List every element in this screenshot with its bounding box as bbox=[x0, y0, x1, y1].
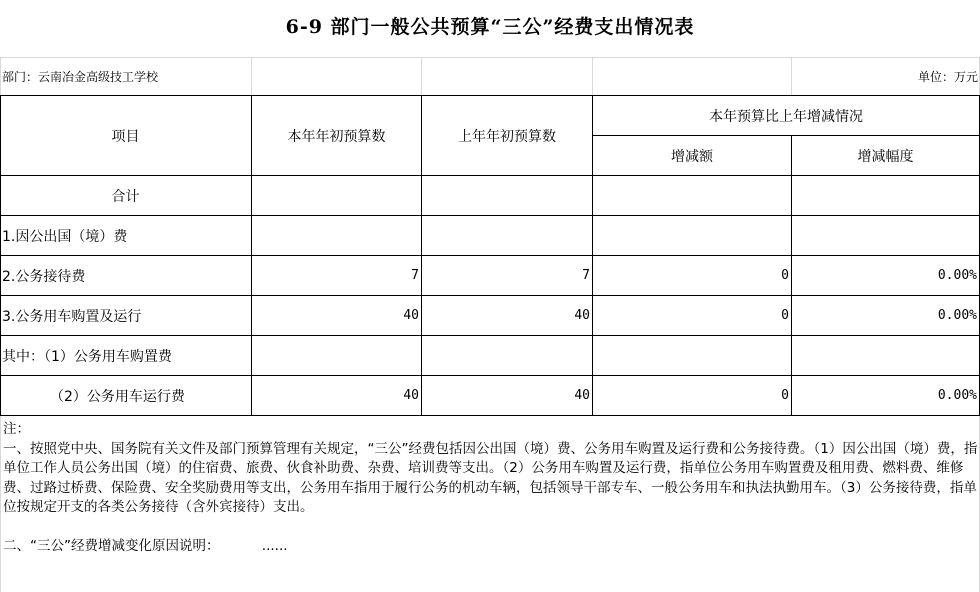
notes-section bbox=[3, 420, 978, 556]
row-vehicle-purchase-rate bbox=[792, 336, 979, 375]
row-overseas-previous bbox=[422, 216, 592, 255]
row-vehicle-purchase-current bbox=[252, 336, 421, 375]
gridline bbox=[421, 57, 422, 95]
table-border bbox=[0, 415, 980, 416]
gridline bbox=[0, 415, 1, 592]
row-overseas-current bbox=[252, 216, 421, 255]
row-reception-current: 7 bbox=[411, 268, 419, 283]
row-vehicle-operation-previous: 40 bbox=[574, 388, 590, 403]
row-reception-change: 0 bbox=[781, 268, 789, 283]
header-current-budget: 本年年初预算数 bbox=[287, 128, 386, 145]
row-vehicle-purchase-change bbox=[593, 336, 791, 375]
row-total-rate bbox=[792, 176, 979, 215]
row-total-previous bbox=[422, 176, 592, 215]
row-overseas-rate bbox=[792, 216, 979, 255]
header-item: 项目 bbox=[111, 128, 140, 145]
notes-paragraph-2-label: 二、“三公”经费增减变化原因说明： bbox=[3, 537, 220, 554]
row-vehicle-operation-label: （2）公务用车运行费 bbox=[50, 388, 185, 405]
row-vehicle-rate: 0.00% bbox=[937, 308, 977, 323]
row-reception-rate: 0.00% bbox=[937, 268, 977, 283]
row-total-current bbox=[252, 176, 421, 215]
row-vehicle-previous: 40 bbox=[574, 308, 590, 323]
row-vehicle-change: 0 bbox=[781, 308, 789, 323]
row-total-change bbox=[593, 176, 791, 215]
gridline bbox=[0, 57, 980, 58]
unit-label: 单位：万元 bbox=[917, 69, 978, 84]
row-vehicle-label: 3.公务用车购置及运行 bbox=[2, 308, 142, 325]
row-overseas-change bbox=[593, 216, 791, 255]
row-vehicle-operation-current: 40 bbox=[403, 388, 419, 403]
header-previous-budget: 上年年初预算数 bbox=[458, 128, 556, 145]
notes-paragraph-2 bbox=[3, 537, 978, 557]
notes-paragraph-1: 一、按照党中央、国务院有关文件及部门预算管理有关规定，“三公”经费包括因公出国（境）费、公务用车购置及运行费和公务接待费。（1）因公出国（境）费，指单位工作人员公务出国（境）的住宿费、旅费、伙食补助费、杂费、培训费等支出。（2）公务用车购置及运行费，指单位公务用车购置费及租用费、燃料费、维修费、过路过桥费、保险费、安全奖励费用等支出，公务用车指用于履行公务的机动车辆，包括领导干部专车、一般公务用车和执法执勤用车。（3）公务接待费，指单位按规定开支的各类公务接待（含外宾接待）支出。 bbox=[3, 440, 978, 515]
department-label: 部门：云南冶金高级技工学校 bbox=[2, 69, 159, 84]
row-reception-previous: 7 bbox=[582, 268, 590, 283]
gridline bbox=[592, 57, 593, 95]
row-vehicle-purchase-previous bbox=[422, 336, 592, 375]
row-total-label: 合计 bbox=[111, 188, 140, 205]
notes-heading: 注： bbox=[3, 421, 30, 437]
header-change-group: 本年预算比上年增减情况 bbox=[709, 108, 863, 125]
row-vehicle-operation-change: 0 bbox=[781, 388, 789, 403]
header-change-rate: 增减幅度 bbox=[857, 148, 914, 165]
row-reception-label: 2.公务接待费 bbox=[2, 268, 86, 285]
row-vehicle-purchase-label: 其中：（1）公务用车购置费 bbox=[2, 348, 172, 365]
row-vehicle-current: 40 bbox=[403, 308, 419, 323]
header-change-amount: 增减额 bbox=[671, 148, 713, 165]
row-vehicle-operation-rate: 0.00% bbox=[937, 388, 977, 403]
row-overseas-label: 1.因公出国（境）费 bbox=[2, 228, 128, 245]
notes-paragraph-2-value: ...... bbox=[261, 537, 288, 554]
page-title: 6-9 部门一般公共预算“三公”经费支出情况表 bbox=[285, 16, 695, 38]
